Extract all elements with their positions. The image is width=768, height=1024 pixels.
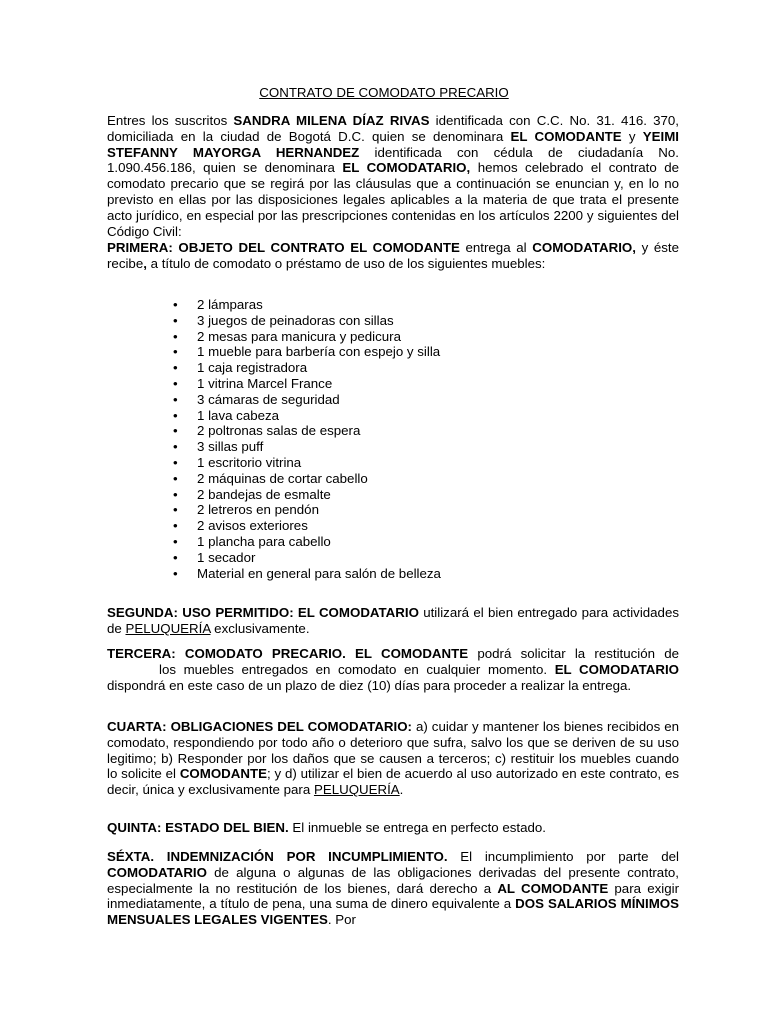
clause-text: dispondrá en este caso de un plazo de diez (10) días para proceder a realizar la entrega. [107,677,632,693]
list-item: • 2 lámparas [173,297,441,313]
intro-text: identificada con C.C. No. 31. 416. 370, domiciliada en la ciudad de Bogotá D.C. quien se denominara [107,113,679,144]
list-item: • 2 bandejas de esmalte [173,487,441,503]
clause-text: utilizará el bien entregado para actividades de [107,605,680,636]
intro-paragraph [107,113,679,239]
clause-text: podrá solicitar la restitución de [468,646,680,661]
furniture-list [173,297,441,581]
intro-text: hemos celebrado el contrato de comodato precario que se regirá por las cláusulas que a continuación se enuncian y, en lo no previsto en ellas por las disposiciones legales aplicables a la materia de que trata el presente acto jurídico, en especial por las prescripciones contenidas en los artículos 2200 y siguientes del Código Civil: [107,160,680,239]
list-item: • 2 avisos exteriores [173,518,441,534]
clause-heading: TERCERA: COMODATO PRECARIO. EL COMODANTE [107,646,469,661]
clause-text: exclusivamente. [210,620,310,636]
list-item: • 2 máquinas de cortar cabello [173,471,441,487]
list-item: • 3 juegos de peinadoras con sillas [173,313,441,329]
clause-tercera [107,646,679,693]
list-item: • 1 lava cabeza [173,408,441,424]
intro-text: identificada con cédula de ciudadanía No. 1.090.456.186, quien se denominara [107,144,679,176]
clause-text: . Por [327,912,356,928]
clause-heading: SEGUNDA: USO PERMITIDO: EL COMODATARIO [107,605,419,620]
list-item: • 1 vitrina Marcel France [173,376,441,392]
party-comodante-name: SANDRA MILENA DÍAZ RIVAS [233,113,430,128]
clause-heading: PRIMERA: OBJETO DEL CONTRATO EL COMODANTE [107,240,460,255]
list-item: • 2 poltronas salas de espera [173,423,441,439]
clause-sexta [107,849,679,928]
clause-heading: QUINTA: ESTADO DEL BIEN. [107,820,289,835]
intro-text: Entres los suscritos [107,113,234,128]
underlined-term: PELUQUERÍA [125,620,211,636]
clause-text: ; y d) utilizar el bien de acuerdo al uso autorizado en este contrato, es decir, única y exclusivamente para [107,766,679,798]
clause-primera [107,240,679,272]
list-item: • 1 plancha para cabello [173,534,441,550]
list-item: • 1 caja registradora [173,360,441,376]
document-title: CONTRATO DE COMODATO PRECARIO [259,85,509,100]
penalty-amount: DOS SALARIOS MÍNIMOS MENSUALES LEGALES VIGENTES [107,896,679,928]
party-comodatario-name: YEIMI STEFANNY MAYORGA HERNANDEZ [107,128,679,160]
comodante-label: EL COMODANTE [510,128,622,144]
comodatario-label: COMODATARIO [107,864,207,880]
clause-text: y éste recibe [107,240,680,271]
list-item: • 1 secador [173,550,441,566]
clause-heading: CUARTA: OBLIGACIONES DEL COMODATARIO: [107,719,412,734]
clause-quinta [107,820,679,836]
clause-text: para exigir inmediatamente, a título de pena, una suma de dinero equivalente a [107,880,679,912]
clause-text: los muebles entregados en comodato en cualquier momento. [159,661,555,677]
clause-text: a título de comodato o préstamo de uso de los siguientes muebles: [146,255,546,271]
list-item: • 1 mueble para barbería con espejo y silla [173,344,441,360]
list-item: • 1 escritorio vitrina [173,455,441,471]
comodante-label: COMODANTE [179,766,267,782]
clause-cuarta [107,719,679,798]
comma: , [143,255,147,271]
clause-text: . [399,782,404,798]
clause-heading: SÉXTA. INDEMNIZACIÓN POR INCUMPLIMIENTO. [107,849,448,864]
list-item: • 3 sillas puff [173,439,441,455]
list-item: • Material en general para salón de belleza [173,566,441,582]
clause-text: entrega al [459,240,533,255]
comodatario-label: EL COMODATARIO [554,661,680,677]
comodatario-label: EL COMODATARIO, [342,160,471,176]
clause-text: de alguna o algunas de las obligaciones derivadas del presente contrato, especialmente la no restitución de los bienes, dará derecho a [107,864,679,896]
clause-text: a) cuidar y mantener los bienes recibidos en comodato, respondiendo por todo año o deterioro que sufra, salvo los que se deriven de su uso legitimo; b) Responder por los daños que se causen a terceros; c) restituir los muebles cuando lo solicite el [107,719,679,782]
list-item: • 3 cámaras de seguridad [173,392,441,408]
list-item: • 2 letreros en pendón [173,502,441,518]
clause-segunda [107,605,679,637]
clause-text: El incumplimiento por parte del [447,849,679,864]
list-item: • 2 mesas para manicura y pedicura [173,329,441,345]
comodatario-label: COMODATARIO, [532,240,636,255]
underlined-term: PELUQUERÍA [313,782,400,798]
clause-text: El inmueble se entrega en perfecto estado. [288,820,546,835]
intro-text: y [621,128,643,144]
comodante-label: AL COMODANTE [497,880,609,896]
